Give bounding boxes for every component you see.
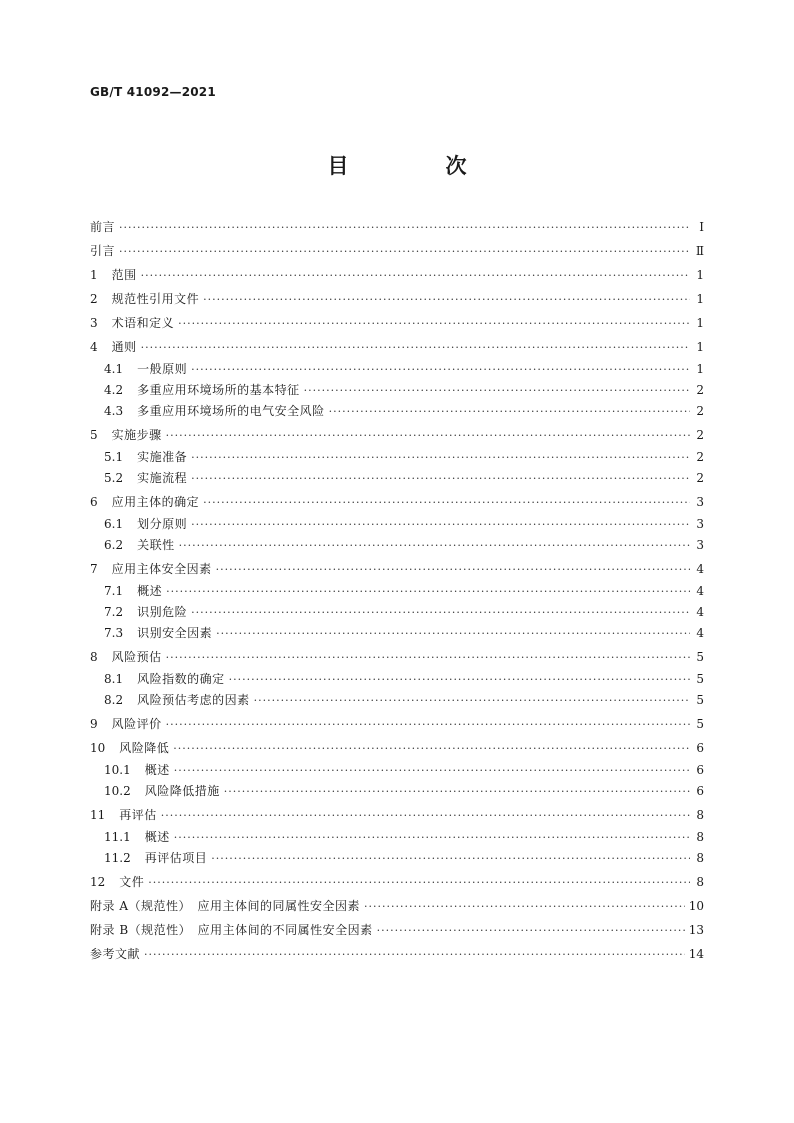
toc-entry-label: 风险评价	[111, 717, 162, 731]
toc-entry-number: 4	[90, 340, 98, 354]
toc-entry-number: 5	[90, 428, 98, 442]
toc-entry-page: 6	[696, 741, 704, 755]
toc-entry-label: 术语和定义	[111, 316, 175, 330]
toc-entry-label: 概述	[144, 830, 170, 844]
toc-leader-dots	[191, 471, 690, 487]
toc-entry-page: 6	[696, 763, 704, 777]
toc-entry-number: 7.2	[104, 605, 124, 619]
toc-leader-dots	[166, 717, 690, 733]
toc-leader-dots	[179, 538, 690, 554]
toc-entry-number: 7.1	[104, 584, 124, 598]
toc-entry[interactable]	[90, 427, 704, 451]
toc-leader-dots	[174, 763, 690, 779]
toc-entry[interactable]	[90, 516, 704, 537]
toc-entry-page: 3	[696, 538, 704, 552]
toc-entry-page: 4	[696, 562, 704, 576]
toc-entry-page: 5	[696, 650, 704, 664]
toc-entry-label: 通则	[111, 340, 137, 354]
toc-entry-page: Ⅱ	[695, 244, 704, 258]
toc-leader-dots	[144, 947, 685, 963]
toc-leader-dots	[191, 450, 690, 466]
toc-entry-label: 实施流程	[137, 471, 188, 485]
toc-entry-page: 2	[696, 428, 704, 442]
toc-leader-dots	[224, 784, 690, 800]
toc-entry[interactable]	[90, 850, 704, 871]
toc-entry-number: 1	[90, 268, 98, 282]
toc-entry-label: 风险指数的确定	[137, 672, 225, 686]
toc-entry-number: 9	[90, 717, 98, 731]
toc-leader-dots	[119, 220, 690, 236]
toc-leader-dots	[203, 495, 690, 511]
toc-entry-number: 3	[90, 316, 98, 330]
toc-entry-number: 10	[90, 741, 106, 755]
toc-entry-label: 实施步骤	[111, 428, 162, 442]
toc-entry-page: 3	[696, 495, 704, 509]
toc-entry-label: 引言	[90, 244, 116, 258]
toc-leader-dots	[216, 562, 690, 578]
toc-entry[interactable]	[90, 692, 704, 713]
toc-entry-page: Ⅰ	[699, 220, 704, 234]
toc-leader-dots	[203, 292, 690, 308]
toc-entry-label: 实施准备	[137, 450, 188, 464]
toc-entry-page: 6	[696, 784, 704, 798]
toc-entry-number: 7	[90, 562, 98, 576]
toc-entry-page: 5	[696, 717, 704, 731]
toc-entry-number: 12	[90, 875, 106, 889]
toc-entry[interactable]	[90, 382, 704, 403]
toc-entry[interactable]	[90, 291, 704, 315]
toc-entry-number: 5.1	[104, 450, 124, 464]
toc-entry-label: 概述	[137, 584, 163, 598]
toc-leader-dots	[211, 851, 690, 867]
toc-entry-number: 4.3	[104, 404, 124, 418]
page-title: 目 次	[327, 154, 505, 178]
toc-entry[interactable]	[90, 537, 704, 558]
toc-entry[interactable]	[90, 740, 704, 764]
toc-leader-dots	[161, 808, 690, 824]
toc-entry[interactable]	[90, 403, 704, 424]
toc-entry-number: 6	[90, 495, 98, 509]
toc-entry-page: 4	[696, 605, 704, 619]
toc-leader-dots	[178, 316, 690, 332]
toc-entry[interactable]	[90, 561, 704, 585]
toc-entry-page: 4	[696, 626, 704, 640]
toc-entry-page: 3	[696, 517, 704, 531]
toc-entry-page: 10	[688, 899, 704, 913]
toc-entry-label: 多重应用环境场所的基本特征	[137, 383, 300, 397]
toc-entry[interactable]	[90, 649, 704, 673]
toc-entry-page: 1	[696, 292, 704, 306]
toc-leader-dots	[166, 650, 690, 666]
toc-entry[interactable]	[90, 339, 704, 363]
toc-entry-label: 规范性引用文件	[111, 292, 200, 306]
toc-entry-number: 7.3	[104, 626, 124, 640]
toc-entry-number: 5.2	[104, 471, 124, 485]
toc-leader-dots	[364, 899, 685, 915]
toc-entry-label: 应用主体安全因素	[111, 562, 212, 576]
toc-entry[interactable]	[90, 874, 704, 898]
toc-entry-label: 一般原则	[137, 362, 188, 376]
toc-entry-page: 1	[696, 268, 704, 282]
toc-entry-label: 多重应用环境场所的电气安全风险	[137, 404, 325, 418]
toc-entry-page: 2	[696, 404, 704, 418]
toc-entry[interactable]	[90, 762, 704, 783]
toc-entry-number: 11.1	[104, 830, 131, 844]
standard-code: GB/T 41092—2021	[90, 85, 216, 99]
toc-entry-number: 10.2	[104, 784, 131, 798]
toc-entry-number: 10.1	[104, 763, 131, 777]
toc-entry-page: 8	[696, 875, 704, 889]
toc-leader-dots	[254, 693, 690, 709]
toc-entry[interactable]	[90, 315, 704, 339]
toc-leader-dots	[173, 741, 690, 757]
toc-entry[interactable]	[90, 449, 704, 470]
toc-entry[interactable]	[90, 494, 704, 518]
toc-entry-number: 2	[90, 292, 98, 306]
table-of-contents	[90, 219, 704, 970]
toc-entry-number: 4.2	[104, 383, 124, 397]
toc-entry-page: 5	[696, 672, 704, 686]
toc-entry-page: 5	[696, 693, 704, 707]
toc-entry-page: 2	[696, 471, 704, 485]
toc-entry-number: 6.1	[104, 517, 124, 531]
toc-entry-number: 6.2	[104, 538, 124, 552]
toc-entry-page: 8	[696, 808, 704, 822]
toc-leader-dots	[329, 404, 690, 420]
toc-entry-number: 4.1	[104, 362, 124, 376]
toc-entry-label: 附录 A（规范性） 应用主体间的同属性安全因素	[90, 899, 360, 913]
toc-leader-dots	[191, 517, 690, 533]
toc-entry-label: 应用主体的确定	[111, 495, 200, 509]
toc-entry-page: 4	[696, 584, 704, 598]
toc-entry[interactable]	[90, 922, 704, 946]
toc-entry[interactable]	[90, 361, 704, 382]
toc-leader-dots	[119, 244, 690, 260]
toc-entry-page: 1	[696, 340, 704, 354]
toc-entry[interactable]	[90, 898, 704, 922]
toc-entry-page: 1	[696, 316, 704, 330]
toc-leader-dots	[191, 605, 690, 621]
toc-entry-page: 14	[688, 947, 704, 961]
toc-entry-page: 8	[696, 851, 704, 865]
toc-entry-label: 再评估项目	[144, 851, 208, 865]
toc-entry-label: 关联性	[137, 538, 175, 552]
toc-entry-label: 识别安全因素	[137, 626, 213, 640]
toc-leader-dots	[304, 383, 690, 399]
toc-entry[interactable]	[90, 583, 704, 604]
toc-entry-page: 2	[696, 450, 704, 464]
toc-entry-number: 8	[90, 650, 98, 664]
toc-entry[interactable]	[90, 219, 704, 243]
toc-entry[interactable]	[90, 243, 704, 267]
toc-entry-label: 风险预估考虑的因素	[137, 693, 250, 707]
toc-entry-label: 识别危险	[137, 605, 188, 619]
toc-leader-dots	[141, 340, 690, 356]
toc-leader-dots	[377, 923, 685, 939]
toc-leader-dots	[216, 626, 690, 642]
toc-leader-dots	[148, 875, 690, 891]
toc-entry-label: 文件	[119, 875, 145, 889]
toc-entry-label: 风险降低	[119, 741, 170, 755]
toc-entry[interactable]	[90, 604, 704, 625]
toc-leader-dots	[141, 268, 690, 284]
toc-entry[interactable]	[90, 671, 704, 692]
toc-entry[interactable]	[90, 829, 704, 850]
toc-entry-label: 范围	[111, 268, 137, 282]
toc-entry[interactable]	[90, 625, 704, 646]
toc-entry-page: 13	[688, 923, 704, 937]
toc-entry-number: 11	[90, 808, 106, 822]
toc-entry-label: 再评估	[119, 808, 157, 822]
toc-entry-page: 1	[696, 362, 704, 376]
toc-entry-label: 风险降低措施	[144, 784, 220, 798]
toc-entry[interactable]	[90, 807, 704, 831]
toc-entry[interactable]	[90, 716, 704, 740]
toc-leader-dots	[166, 584, 690, 600]
toc-entry-label: 概述	[144, 763, 170, 777]
toc-leader-dots	[229, 672, 690, 688]
toc-entry-page: 2	[696, 383, 704, 397]
toc-leader-dots	[191, 362, 690, 378]
toc-leader-dots	[166, 428, 690, 444]
toc-entry-number: 11.2	[104, 851, 131, 865]
toc-entry-page: 8	[696, 830, 704, 844]
toc-entry-label: 划分原则	[137, 517, 188, 531]
toc-entry-label: 前言	[90, 220, 116, 234]
toc-entry-label: 附录 B（规范性） 应用主体间的不同属性安全因素	[90, 923, 373, 937]
toc-entry[interactable]	[90, 946, 704, 970]
toc-entry-number: 8.2	[104, 693, 124, 707]
toc-leader-dots	[174, 830, 690, 846]
toc-entry[interactable]	[90, 783, 704, 804]
toc-entry[interactable]	[90, 267, 704, 291]
toc-entry-number: 8.1	[104, 672, 124, 686]
toc-entry[interactable]	[90, 470, 704, 491]
toc-entry-label: 参考文献	[90, 947, 141, 961]
toc-entry-label: 风险预估	[111, 650, 162, 664]
